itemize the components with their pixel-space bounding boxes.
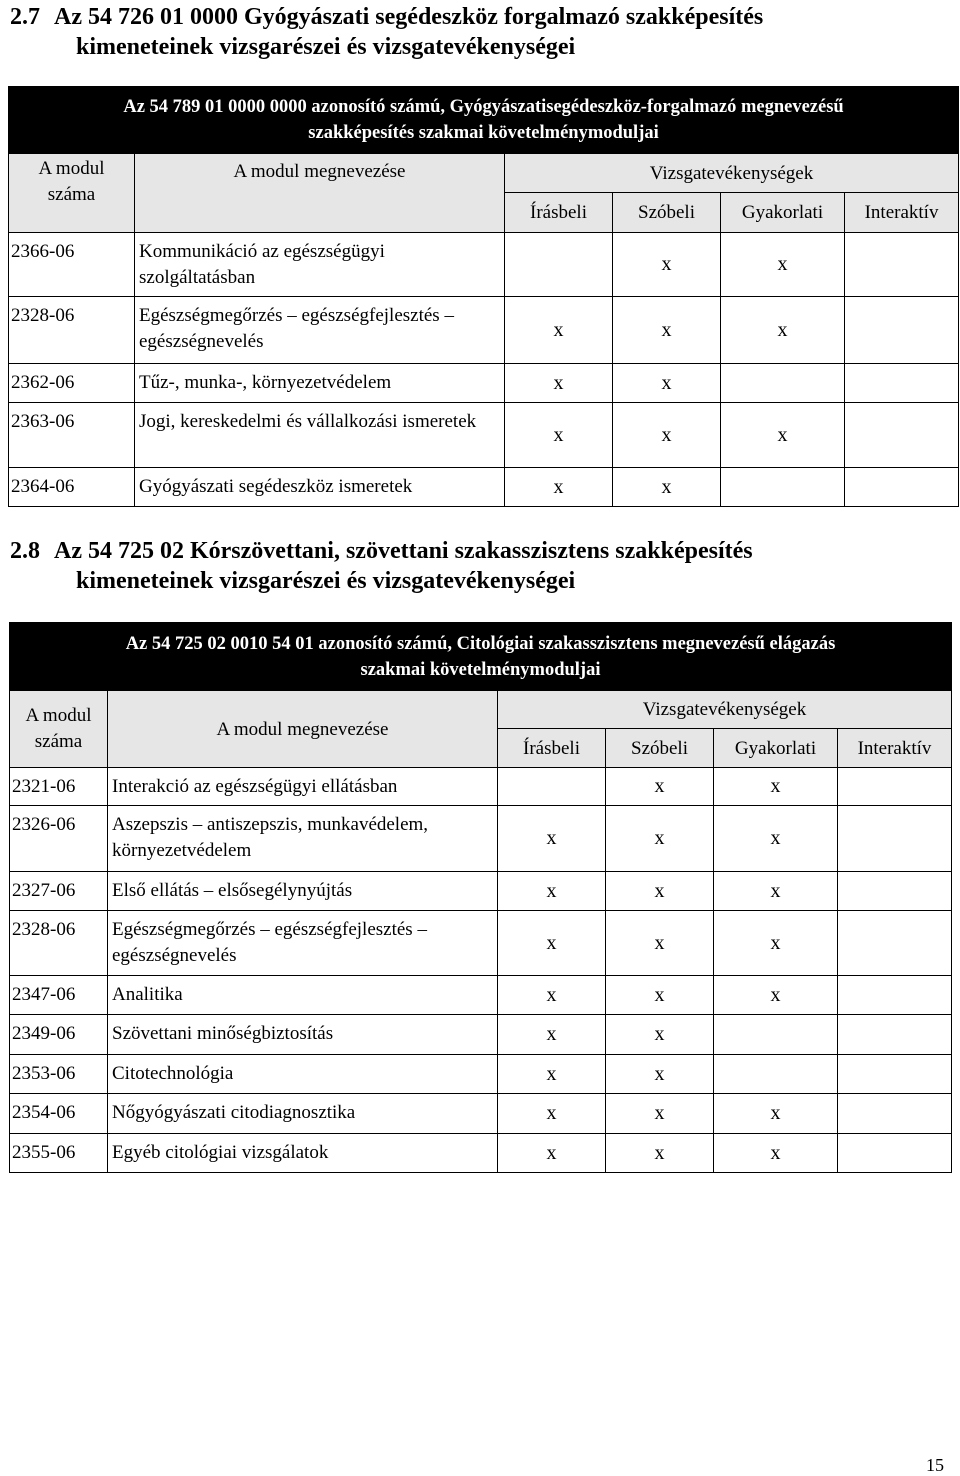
table-caption: Az 54 789 01 0000 0000 azonosító számú, Gyógyászatisegédeszköz-forgalmazó megnevezésű szakképesítés szakmai követelménymoduljai <box>9 87 959 154</box>
col-header-name: A modul megnevezése <box>135 154 505 233</box>
col-header-practical: Gyakorlati <box>714 729 838 768</box>
table-row: 2349-06 Szövettani minőségbiztosítás x x <box>10 1015 952 1055</box>
table-row: 2353-06 Citotechnológia x x <box>10 1055 952 1094</box>
table-row: 2364-06 Gyógyászati segédeszköz ismeretek x x <box>9 468 959 507</box>
section-title-line2: kimeneteinek vizsgarészei és vizsgatevékenységei <box>76 568 576 594</box>
col-header-interactive: Interaktív <box>838 729 952 768</box>
col-header-oral: Szóbeli <box>613 193 721 233</box>
table-row: 2328-06 Egészségmegőrzés – egészségfejlesztés – egészségnevelés x x x <box>10 911 952 976</box>
table-row: 2362-06 Tűz-, munka-, környezetvédelem x x <box>9 364 959 403</box>
table-row: 2326-06 Aszepszis – antiszepszis, munkavédelem, környezetvédelem x x x <box>10 806 952 872</box>
col-header-oral: Szóbeli <box>606 729 714 768</box>
table-row: 2355-06 Egyéb citológiai vizsgálatok x x x <box>10 1134 952 1173</box>
col-header-code: A modul száma <box>10 691 108 768</box>
table-row: 2327-06 Első ellátás – elsősegélynyújtás x x x <box>10 872 952 911</box>
col-header-written: Írásbeli <box>505 193 613 233</box>
section-title-line1: Az 54 725 02 Kórszövettani, szövettani szakasszisztens szakképesítés <box>54 538 753 564</box>
module-table-2 <box>9 622 952 1173</box>
table-row: 2328-06 Egészségmegőrzés – egészségfejlesztés –egészségnevelés x x x <box>9 297 959 364</box>
table-row: 2363-06 Jogi, kereskedelmi és vállalkozási ismeretek x x x <box>9 403 959 468</box>
col-header-interactive: Interaktív <box>845 193 959 233</box>
table-row: 2347-06 Analitika x x x <box>10 976 952 1015</box>
col-header-written: Írásbeli <box>498 729 606 768</box>
table-row: 2354-06 Nőgyógyászati citodiagnosztika x x x <box>10 1094 952 1134</box>
col-header-practical: Gyakorlati <box>721 193 845 233</box>
section-number: 2.8 <box>10 538 40 564</box>
page-number: 15 <box>926 1455 944 1475</box>
table-row: 2366-06 Kommunikáció az egészségügyi szolgáltatásban x x <box>9 233 959 297</box>
section-title-line2: kimeneteinek vizsgarészei és vizsgatevékenységei <box>76 34 576 60</box>
section-number: 2.7 <box>10 4 40 30</box>
section-title-line1: Az 54 726 01 0000 Gyógyászati segédeszköz forgalmazó szakképesítés <box>54 4 764 30</box>
section-heading-2-8 <box>10 536 945 596</box>
section-heading-2-7 <box>10 2 945 62</box>
col-header-code: A modul száma <box>9 154 135 233</box>
col-header-name: A modul megnevezése <box>108 691 498 768</box>
module-table-1 <box>8 86 959 507</box>
col-header-activities: Vizsgatevékenységek <box>498 691 952 729</box>
table-caption: Az 54 725 02 0010 54 01 azonosító számú, Citológiai szakasszisztens megnevezésű elágazás szakmai követelménymoduljai <box>10 623 952 691</box>
col-header-activities: Vizsgatevékenységek <box>505 154 959 193</box>
table-row: 2321-06 Interakció az egészségügyi ellátásban x x <box>10 768 952 806</box>
